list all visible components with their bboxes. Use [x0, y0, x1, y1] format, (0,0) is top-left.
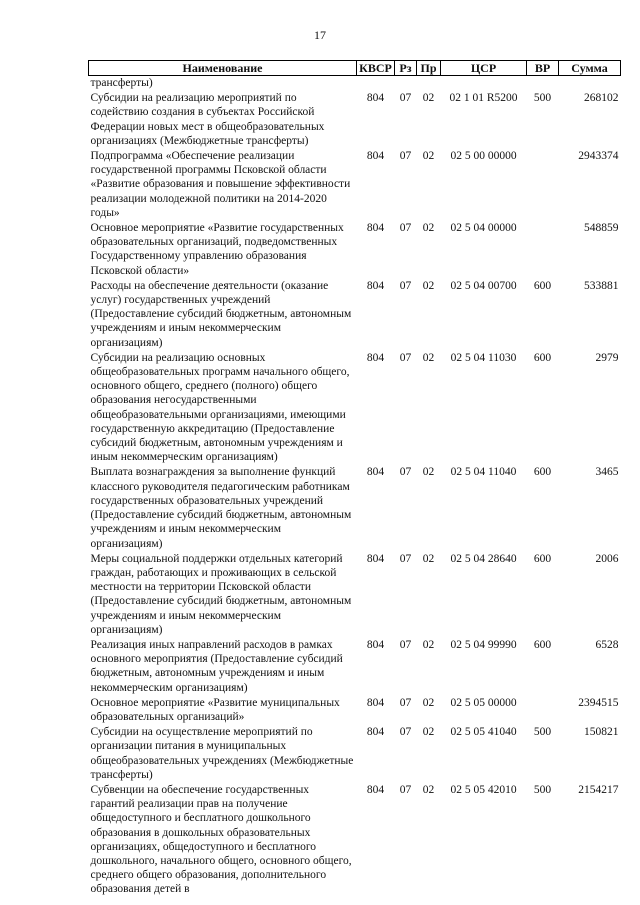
- cell-kvsr: 804: [366, 466, 385, 479]
- cell-pr: 02: [422, 466, 435, 479]
- cell-sum: 2943374: [578, 150, 619, 163]
- cell-rz: 07: [399, 222, 412, 235]
- cell-sum: 2154217: [578, 783, 619, 796]
- cell-sum: 6528: [595, 638, 619, 651]
- cell-kvsr: 804: [366, 552, 385, 565]
- cell-pr: 02: [422, 696, 435, 709]
- cell-csr: 02 5 00 00000: [450, 150, 517, 163]
- cell-name: Субсидии на осуществление мероприятий по организации питания в муниципальных общеобразовательных учреждениях (Межбюджетные трансферты): [90, 726, 354, 781]
- cell-vr: 600: [533, 466, 552, 479]
- cell-vr: 600: [533, 638, 552, 651]
- cell-vr: 500: [533, 783, 552, 796]
- cell-csr: 02 5 05 00000: [450, 696, 517, 709]
- cell-name: Расходы на обеспечение деятельности (оказание услуг) государственных учреждений (Предоставление субсидий бюджетным, автономным учреждениям и иным некоммерческим организациям): [90, 279, 352, 349]
- cell-rz: 07: [399, 92, 412, 105]
- cell-name: Подпрограмма «Обеспечение реализации государственной программы Псковской области «Развитие образования и повышение эффективности реализации молодежной политики на 2014-2020 годы»: [90, 150, 351, 219]
- header-sum: Сумма: [559, 61, 621, 76]
- cell-csr: 02 5 05 41040: [450, 726, 517, 739]
- cell-csr: 02 5 05 42010: [450, 783, 517, 796]
- cell-vr: [527, 149, 559, 221]
- cell-pr: 02: [422, 783, 435, 796]
- cell-name: Субвенции на обеспечение государственных гарантий реализации прав на получение общедоступного и бесплатного дошкольного образования в дошкольных образовательных организациях, общедоступного и бесплатного дошкольного, начального общего, основного общего, среднего общего образования, дополнительного образования детей в: [90, 783, 352, 896]
- header-kvsr: КВСР: [357, 61, 395, 76]
- table-row: [89, 638, 621, 696]
- page-number: 17: [314, 28, 326, 42]
- table-row: [89, 76, 621, 92]
- cell-rz: [395, 76, 417, 92]
- cell-kvsr: 804: [366, 783, 385, 796]
- cell-rz: 07: [399, 466, 412, 479]
- cell-rz: 07: [399, 150, 412, 163]
- table-row: [89, 725, 621, 783]
- cell-vr: 500: [533, 92, 552, 105]
- table-row: [89, 465, 621, 551]
- cell-rz: 07: [399, 638, 412, 651]
- cell-rz: 07: [399, 552, 412, 565]
- budget-table: [88, 60, 621, 898]
- cell-sum: 150821: [584, 726, 619, 739]
- cell-sum: 548859: [584, 222, 619, 235]
- cell-sum: 533881: [584, 279, 619, 292]
- cell-vr: 600: [533, 552, 552, 565]
- cell-kvsr: 804: [366, 351, 385, 364]
- cell-kvsr: 804: [366, 279, 385, 292]
- cell-sum: 2006: [595, 552, 619, 565]
- cell-kvsr: 804: [366, 726, 385, 739]
- cell-kvsr: 804: [366, 150, 385, 163]
- cell-csr: 02 5 04 00700: [450, 279, 517, 292]
- cell-rz: 07: [399, 783, 412, 796]
- cell-rz: 07: [399, 351, 412, 364]
- cell-pr: 02: [422, 638, 435, 651]
- cell-sum: 268102: [584, 92, 619, 105]
- header-csr: ЦСР: [441, 61, 527, 76]
- cell-sum: 2394515: [578, 696, 619, 709]
- cell-vr: [527, 696, 559, 725]
- table-row: [89, 91, 621, 149]
- cell-kvsr: [357, 76, 395, 92]
- cell-pr: 02: [422, 552, 435, 565]
- cell-vr: 600: [533, 279, 552, 292]
- cell-name: Основное мероприятие «Развитие государственных образовательных организаций, подведомственных Государственному управлению образования Псковской области»: [90, 222, 344, 277]
- cell-csr: 02 5 04 11030: [450, 351, 517, 364]
- cell-kvsr: 804: [366, 696, 385, 709]
- table-row: [89, 552, 621, 638]
- table-header-row: [89, 61, 621, 76]
- cell-pr: 02: [422, 222, 435, 235]
- header-name: Наименование: [89, 61, 357, 76]
- cell-rz: 07: [399, 696, 412, 709]
- cell-name: Меры социальной поддержки отдельных категорий граждан, работающих и проживающих в сельской местности на территории Псковской области (Предоставление субсидий бюджетным, автономным учреждениям и иным некоммерческим организациям): [90, 552, 352, 636]
- cell-name: Выплата вознаграждения за выполнение функций классного руководителя педагогическим работникам государственных образовательных учреждений (Предоставление субсидий бюджетным, автономным учреждениям и иным некоммерческим организациям): [90, 466, 352, 550]
- cell-sum: 3465: [595, 466, 619, 479]
- cell-vr: 600: [533, 351, 552, 364]
- cell-rz: 07: [399, 279, 412, 292]
- cell-csr: [441, 76, 527, 92]
- cell-kvsr: 804: [366, 638, 385, 651]
- cell-name: Реализация иных направлений расходов в рамках основного мероприятия (Предоставление субсидий бюджетным, автономным учреждениям и иным некоммерческим организациям): [90, 638, 343, 694]
- cell-csr: 02 5 04 28640: [450, 552, 517, 565]
- cell-csr: 02 5 04 00000: [450, 222, 517, 235]
- table-row: [89, 149, 621, 221]
- table-row: [89, 221, 621, 279]
- cell-csr: 02 1 01 R5200: [449, 92, 518, 105]
- cell-pr: [417, 76, 441, 92]
- cell-pr: 02: [422, 150, 435, 163]
- cell-csr: 02 5 04 99990: [450, 638, 517, 651]
- cell-vr: 500: [533, 726, 552, 739]
- cell-sum: 2979: [595, 351, 619, 364]
- header-vr: ВР: [527, 61, 559, 76]
- cell-pr: 02: [422, 726, 435, 739]
- cell-csr: 02 5 04 11040: [450, 466, 517, 479]
- table-row: [89, 351, 621, 466]
- header-pr: Пр: [417, 61, 441, 76]
- cell-vr: [527, 221, 559, 279]
- table-body: [89, 76, 621, 898]
- cell-kvsr: 804: [366, 222, 385, 235]
- cell-kvsr: 804: [366, 92, 385, 105]
- cell-pr: 02: [422, 351, 435, 364]
- cell-pr: 02: [422, 92, 435, 105]
- cell-pr: 02: [422, 279, 435, 292]
- table-row: [89, 279, 621, 351]
- cell-name: Основное мероприятие «Развитие муниципальных образовательных организаций»: [90, 696, 340, 723]
- header-rz: Рз: [395, 61, 417, 76]
- cell-vr: [527, 76, 559, 92]
- cell-name: Субсидии на реализацию основных общеобразовательных программ начального общего, основного общего, среднего (полного) общего образования негосударственными общеобразовательными организациями, имеющими государственную аккредитацию (Предоставление субсидий бюджетным, автономным учреждениям и иным некоммерческим организациям): [90, 351, 350, 464]
- cell-rz: 07: [399, 726, 412, 739]
- cell-sum: [559, 76, 621, 92]
- table-row: [89, 696, 621, 725]
- cell-name: Субсидии на реализацию мероприятий по содействию создания в субъектах Российской Федерации новых мест в общеобразовательных организациях (Межбюджетные трансферты): [90, 92, 325, 147]
- table-row: [89, 783, 621, 898]
- cell-name: трансферты): [90, 77, 153, 89]
